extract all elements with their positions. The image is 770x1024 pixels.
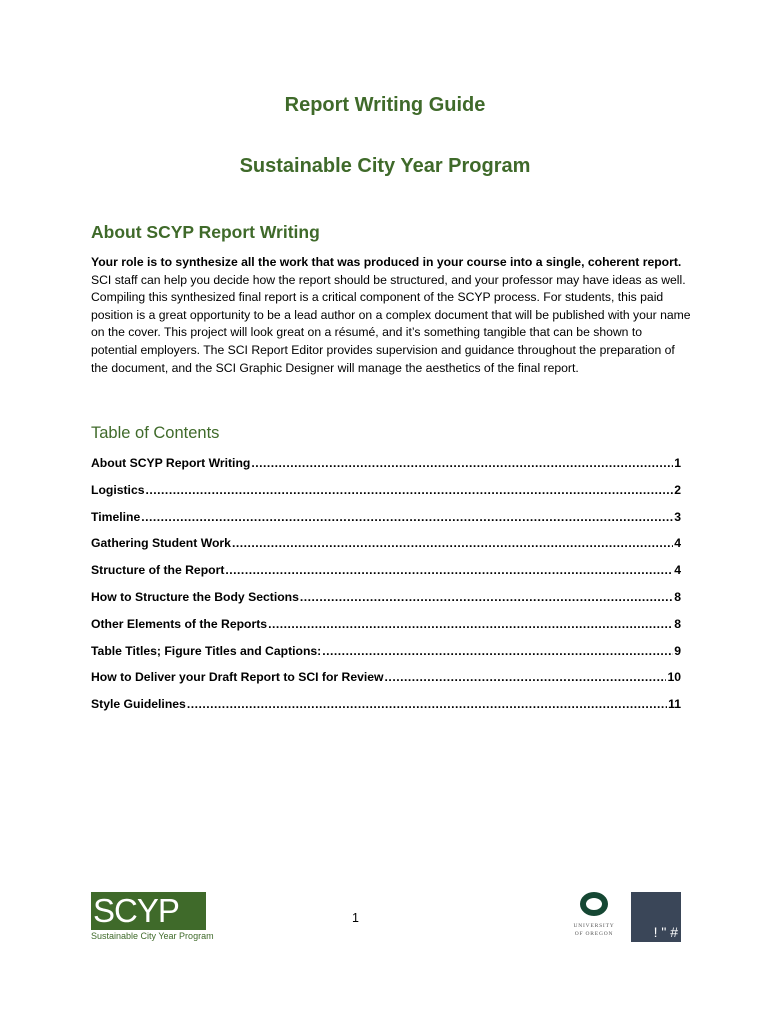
university-of-oregon-logo [568,892,620,938]
toc-entry-label: Logistics [91,482,145,497]
table-of-contents [91,456,681,724]
toc-entry-page: 1 [674,456,681,470]
document-subtitle: Sustainable City Year Program [239,155,531,177]
toc-entry-page: 4 [674,563,681,578]
toc-entry[interactable] [91,563,681,590]
toc-entry-label: Style Guidelines [91,697,186,712]
toc-entry-label: Other Elements of the Reports [91,616,268,631]
toc-entry-label: Table Titles; Figure Titles and Captions: [91,643,322,658]
partner-logo-text: ! " # [653,924,678,940]
toc-entry-page: 11 [668,697,681,712]
about-lead-sentence: Your role is to synthesize all the work that was produced in your course into a single, coherent report. [91,255,682,269]
toc-entry-label: About SCYP Report Writing [91,456,251,470]
toc-entry-page: 9 [674,643,681,658]
toc-entry[interactable] [91,670,681,697]
toc-entry-page: 3 [674,509,681,524]
toc-entry[interactable] [91,644,681,671]
scyp-logo-mark: SCYP [91,892,206,930]
toc-entry[interactable] [91,483,681,510]
toc-entry-label: Timeline [91,509,141,524]
toc-leader-dots [187,697,667,711]
toc-entry[interactable] [91,510,681,537]
page-number: 1 [352,911,359,925]
toc-entry-label: How to Structure the Body Sections [91,589,299,604]
toc-entry[interactable] [91,536,681,563]
partner-logo-box [631,892,681,942]
about-paragraph [91,254,691,377]
toc-leader-dots [268,617,673,631]
about-body-text: SCI staff can help you decide how the report should be structured, and your professor may have ideas as well. Compiling this synthesized final report is a critical component of the SCYP process. For students, this paid position is a great opportunity to be a lead author on a complex document that will be published with your name on the cover. This project will look great on a résumé, and it’s something tangible that can be shown to potential employers. The SCI Report Editor provides supervision and guidance throughout the preparation of the document, and the SCI Graphic Designer will manage the aesthetics of the final report. [91,272,691,375]
toc-heading: Table of Contents [91,424,220,442]
toc-entry-label: Gathering Student Work [91,536,231,551]
toc-entry-page: 8 [674,589,681,604]
toc-leader-dots [251,456,673,470]
toc-entry[interactable] [91,617,681,644]
toc-entry-page: 4 [674,536,681,551]
toc-entry-label: How to Deliver your Draft Report to SCI for Review [91,670,384,685]
toc-leader-dots [300,590,673,604]
toc-leader-dots [322,644,673,658]
scyp-logo-subtitle: Sustainable City Year Program [91,931,214,941]
toc-leader-dots [141,510,673,524]
uo-o-icon [580,892,608,916]
toc-leader-dots [225,563,673,577]
uo-logo-line2: OF OREGON [574,931,614,937]
section-heading-about: About SCYP Report Writing [91,222,320,242]
toc-entry-page: 10 [667,670,681,685]
toc-entry[interactable] [91,590,681,617]
document-title: Report Writing Guide [284,94,486,116]
toc-entry-page: 2 [674,482,681,497]
toc-leader-dots [146,483,674,497]
scyp-logo [91,892,214,941]
toc-entry-page: 8 [674,616,681,631]
toc-entry[interactable] [91,456,681,483]
toc-entry[interactable] [91,697,681,724]
toc-leader-dots [385,670,667,684]
toc-leader-dots [232,536,673,550]
toc-entry-label: Structure of the Report [91,563,225,578]
uo-logo-line1: UNIVERSITY [573,923,615,929]
